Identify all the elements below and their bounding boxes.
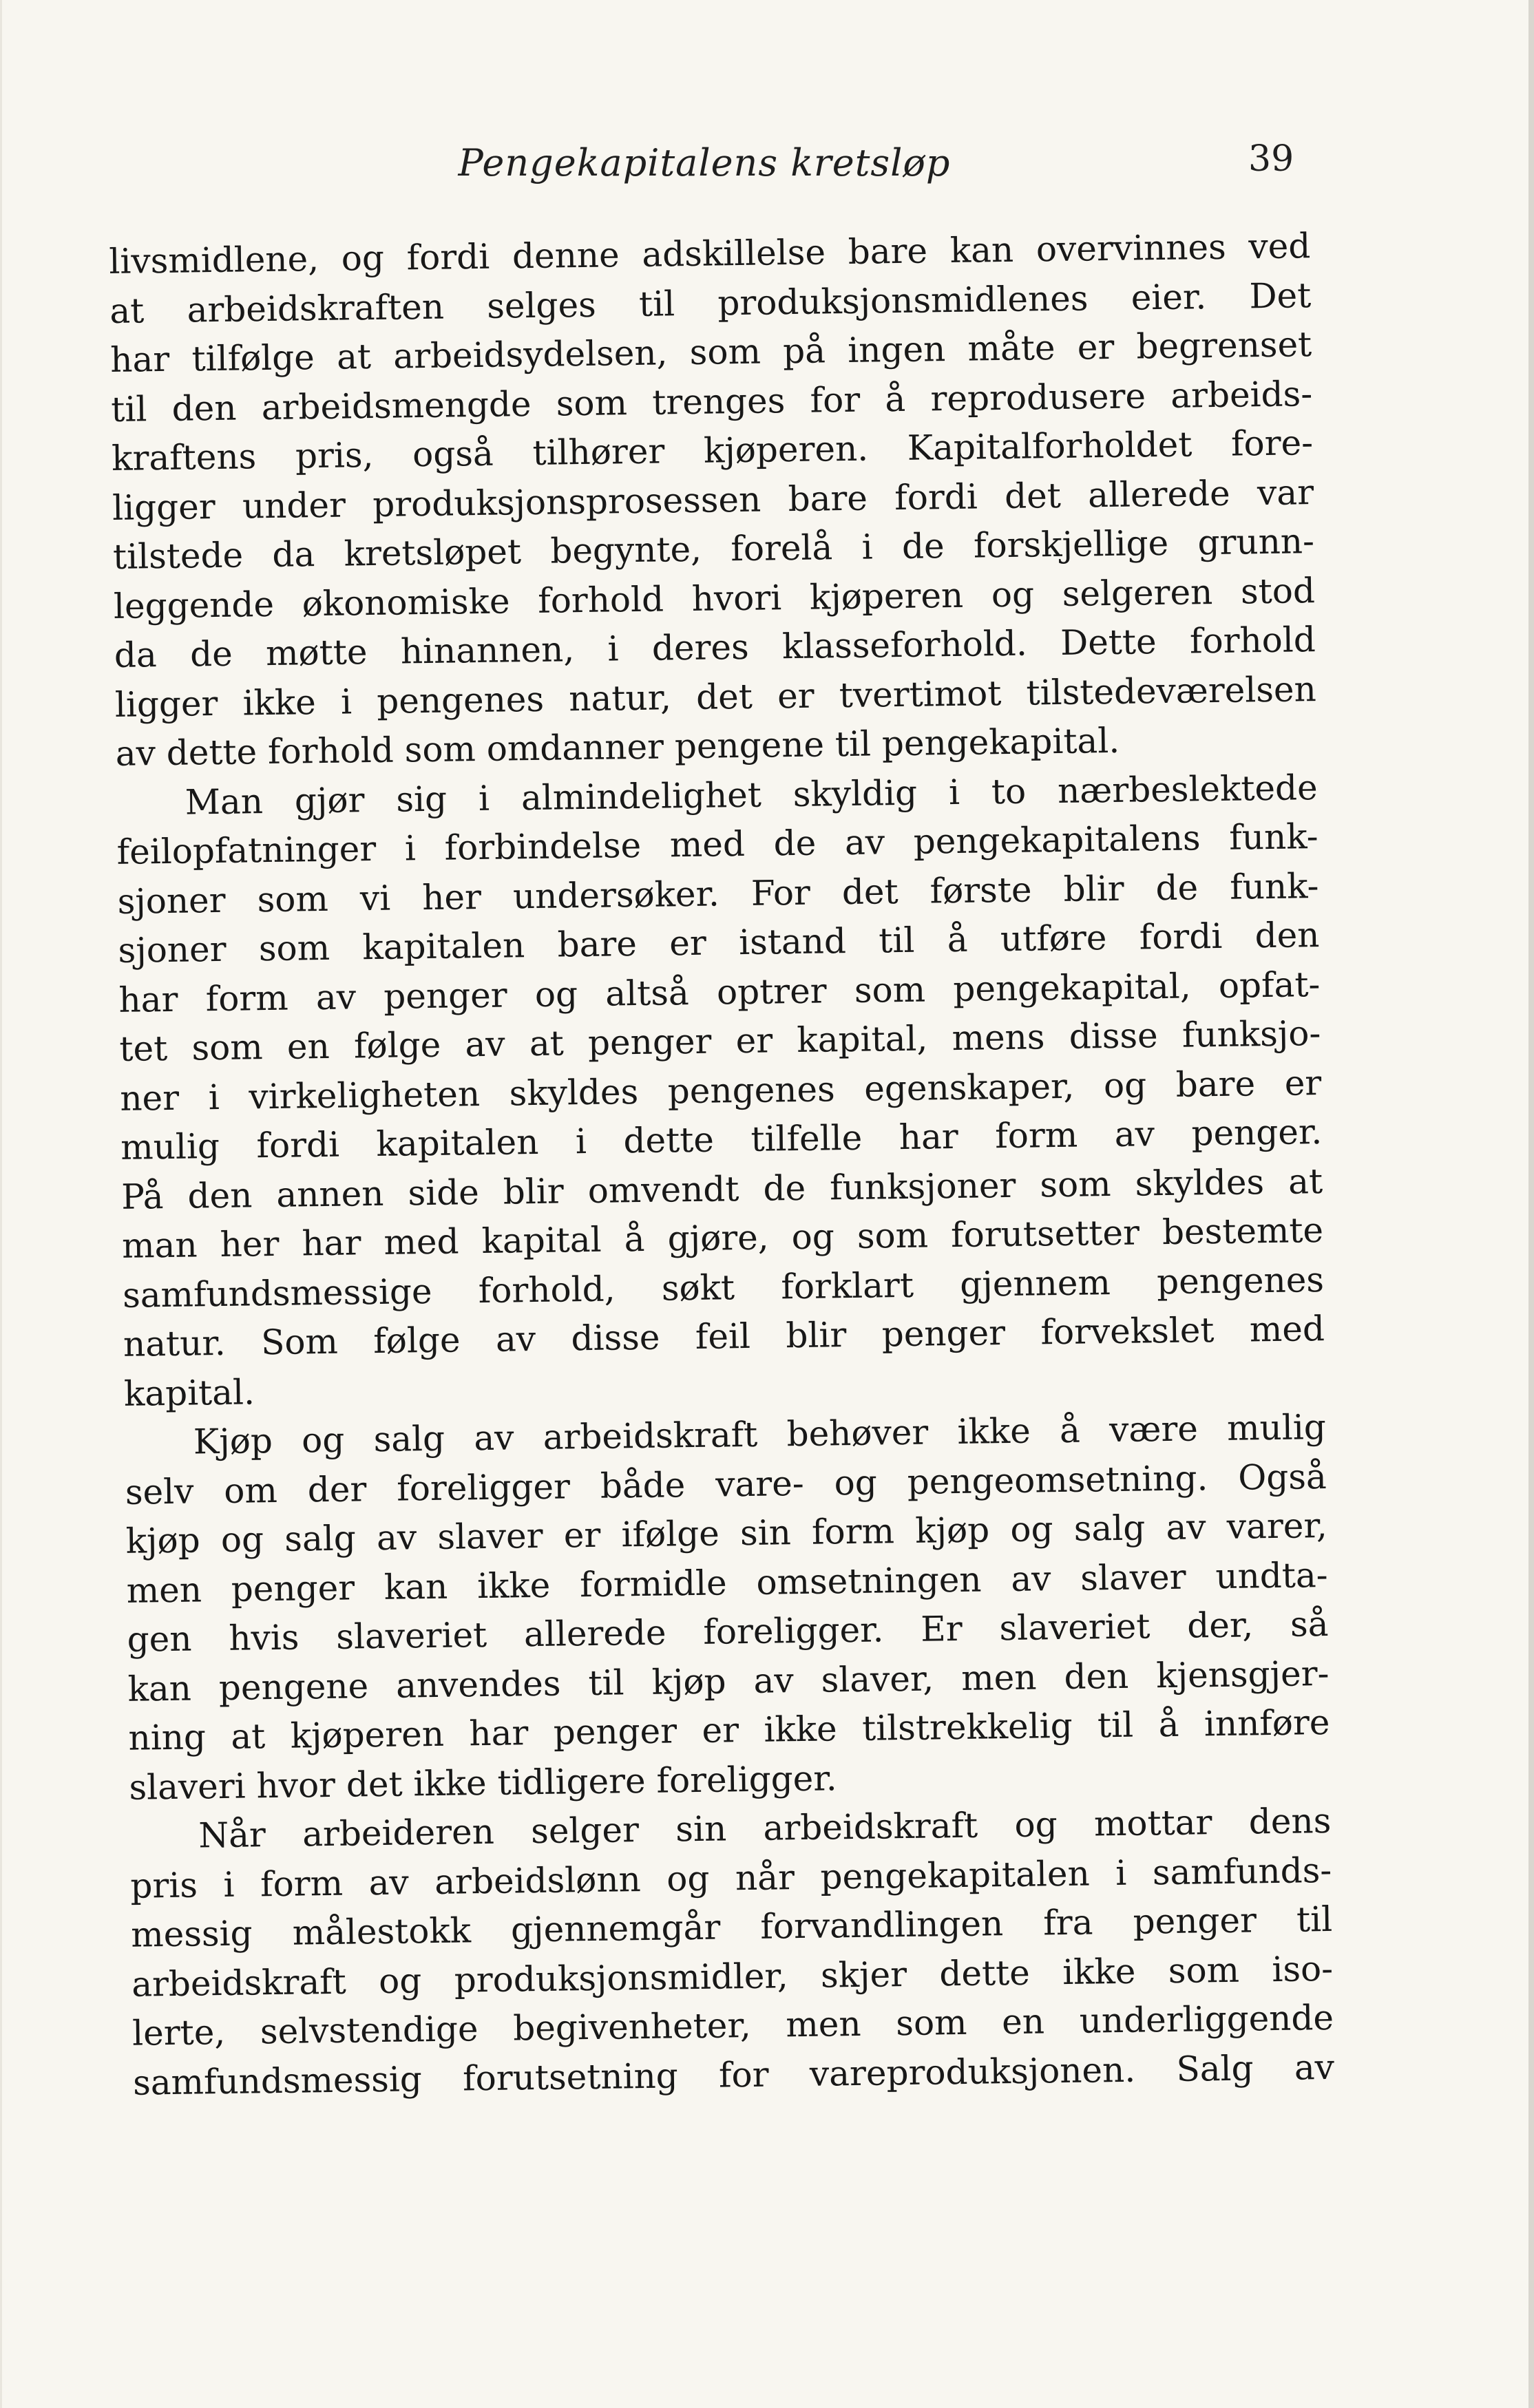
text-line: tet som en følge av at penger er kapital, mens disse funksjo- [119, 1013, 1321, 1069]
text-line: av dette forhold som omdanner pengene til pengekapital. [115, 720, 1120, 774]
text-line: selv om der foreligger både vare- og pengeomsetning. Også [125, 1456, 1327, 1512]
text-line: arbeidskraft og produksjonsmidler, skjer dette ikke som iso- [131, 1948, 1334, 2005]
text-line: mulig fordi kapitalen i dette tilfelle har form av penger. [120, 1112, 1323, 1168]
text-line: ner i virkeligheten skyldes pengenes egenskaper, og bare er [119, 1062, 1322, 1119]
text-line: ligger ikke i pengenes natur, det er tvertimot tilstedeværelsen [114, 668, 1317, 725]
text-line: ning at kjøperen har penger er ikke tilstrekkelig til å innføre [128, 1702, 1330, 1758]
text-line: På den annen side blir omvendt de funksjoner som skyldes at [120, 1161, 1323, 1217]
running-title: Pengekapitalens kretsløp [458, 141, 951, 184]
text-line: Kjøp og salg av arbeidskraft behøver ikke å være mulig [193, 1407, 1327, 1462]
paragraph-1 [109, 222, 1317, 779]
text-line: at arbeidskraften selges til produksjonsmidlenes eier. Det [109, 275, 1312, 331]
text-line: sjoner som vi her undersøker. For det første blir de funk- [117, 865, 1319, 922]
text-line: da de møtte hinannen, i deres klasseforhold. Dette forhold [114, 620, 1316, 675]
text-line: sjoner som kapitalen bare er istand til å utføre fordi den [118, 915, 1320, 971]
text-line: messig målestokk gjennemgår forvandlingen fra penger til [130, 1899, 1333, 1955]
text-line: til den arbeidsmengde som trenges for å reprodusere arbeids- [110, 373, 1313, 430]
text-line: kraftens pris, også tilhører kjøperen. Kapitalforholdet fore- [111, 423, 1314, 478]
body-text [109, 222, 1334, 2108]
text-line: natur. Som følge av disse feil blir penger forvekslet med [123, 1309, 1325, 1364]
text-line: gen hvis slaveriet allerede foreligger. Er slaveriet der, så [127, 1603, 1329, 1660]
text-line: tilstede da kretsløpet begynte, forelå i de forskjellige grunn- [112, 521, 1315, 577]
text-line: man her har med kapital å gjøre, og som forutsetter bestemte [121, 1210, 1324, 1266]
text-line: livsmidlene, og fordi denne adskillelse bare kan overvinnes ved [109, 226, 1311, 282]
paragraph-2 [116, 763, 1325, 1419]
text-line: samfundsmessige forhold, søkt forklart gjennem pengenes [122, 1259, 1325, 1316]
text-line: leggende økonomiske forhold hvori kjøperen og selgeren stod [113, 570, 1316, 626]
text-line: samfundsmessig forutsetning for vareproduksjonen. Salg av [132, 2047, 1335, 2103]
text-line: har form av penger og altså optrer som pengekapital, opfat- [118, 964, 1321, 1020]
paragraph-3 [124, 1403, 1330, 1813]
text-line: kjøp og salg av slaver er ifølge sin form kjøp og salg av varer, [125, 1505, 1328, 1561]
text-line: lerte, selvstendige begivenheter, men som en underliggende [132, 1997, 1334, 2053]
text-line: pris i form av arbeidslønn og når pengekapitalen i samfunds- [129, 1850, 1332, 1906]
text-line: feilopfatninger i forbindelse med de av pengekapitalens funk- [116, 816, 1318, 872]
text-line: kan pengene anvendes til kjøp av slaver, men den kjensgjer- [127, 1653, 1330, 1709]
text-line: Man gjør sig i almindelighet skyldig i to nærbeslektede [185, 767, 1318, 823]
text-line: kapital. [123, 1371, 255, 1414]
paragraph-4 [129, 1797, 1334, 2108]
text-line: men penger kan ikke formidle omsetningen av slaver undta- [126, 1554, 1328, 1611]
text-line: Når arbeideren selger sin arbeidskraft og mottar dens [198, 1800, 1332, 1856]
text-line: ligger under produksjonsprosessen bare fordi det allerede var [112, 472, 1314, 528]
text-line: slaveri hvor det ikke tidligere foreligger. [129, 1757, 837, 1808]
text-line: har tilfølge at arbeidsydelsen, som på ingen måte er begrenset [109, 324, 1312, 380]
page-header [2, 134, 1534, 196]
page-number: 39 [1248, 138, 1294, 180]
